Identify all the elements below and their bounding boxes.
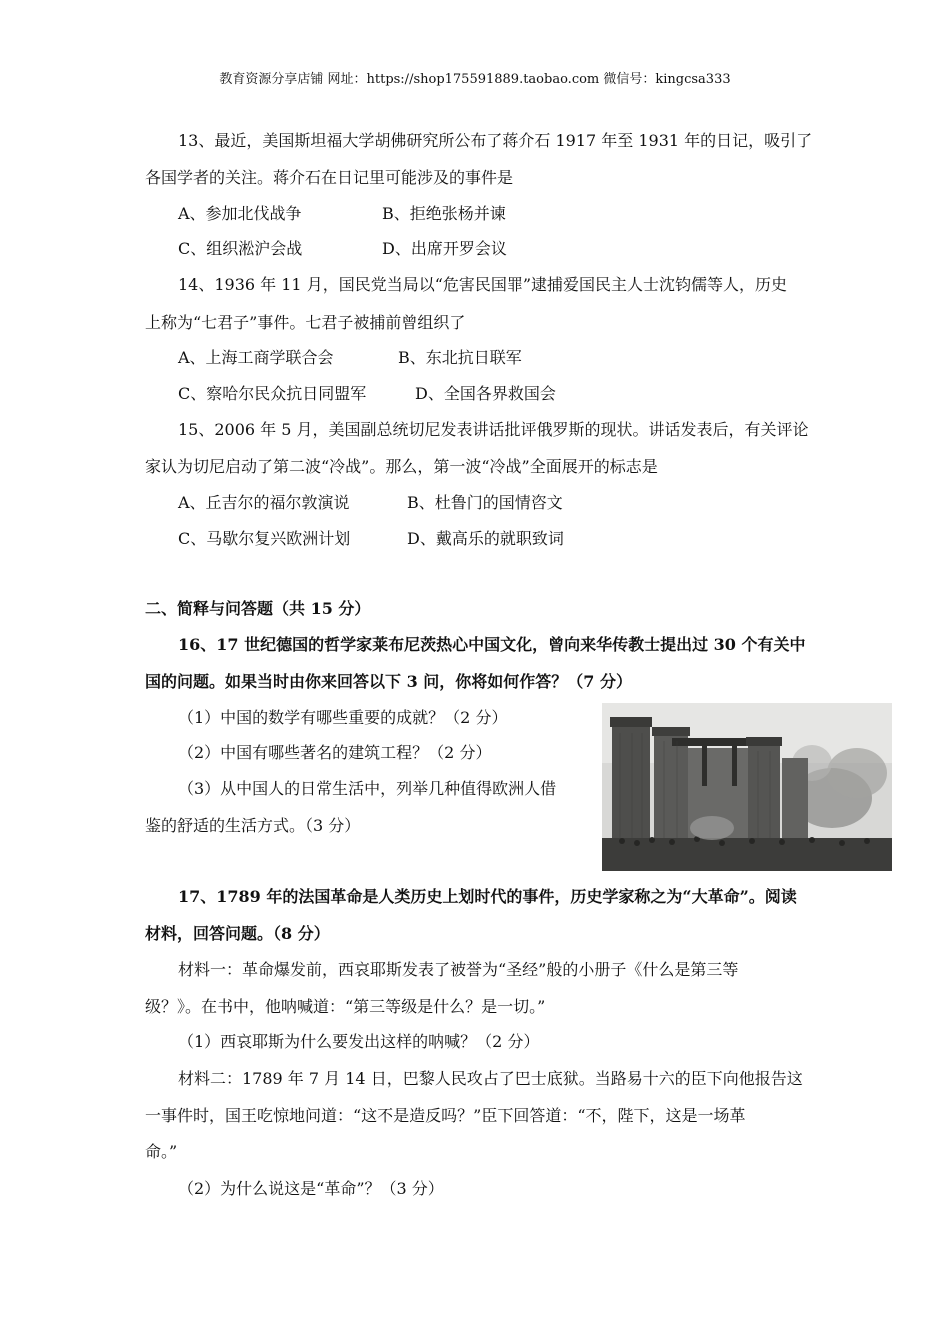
- q16-part1: （1）中国的数学有哪些重要的成就？（2 分）: [178, 708, 508, 727]
- q17-part2: （2）为什么说这是“革命”？（3 分）: [178, 1179, 444, 1198]
- q13-option-a: A、参加北伐战争: [178, 204, 302, 223]
- q17-stem-line2: 材料，回答问题。（8 分）: [145, 924, 330, 943]
- q13-option-d: D、出席开罗会议: [382, 239, 507, 258]
- q14-stem-line2: 上称为“七君子”事件。七君子被捕前曾组织了: [145, 313, 466, 332]
- q17-material1-line2: 级？》。在书中，他呐喊道：“第三等级是什么？是一切。”: [145, 997, 546, 1016]
- q14-option-a: A、上海工商学联合会: [178, 348, 334, 367]
- q15-stem-line1: 15、2006 年 5 月，美国副总统切尼发表讲话批评俄罗斯的现状。讲话发表后，有关评论: [178, 420, 809, 439]
- q15-option-a: A、丘吉尔的福尔敦演说: [178, 493, 350, 512]
- q17-stem-line1: 17、1789 年的法国革命是人类历史上划时代的事件，历史学家称之为“大革命”。阅读: [178, 887, 797, 906]
- q16-stem-line2: 国的问题。如果当时由你来回答以下 3 问，你将如何作答？（7 分）: [145, 672, 632, 691]
- q14-stem-line1: 14、1936 年 11 月，国民党当局以“危害民国罪”逮捕爱国民主人士沈钧儒等人，历史: [178, 275, 788, 294]
- q14-option-b: B、东北抗日联军: [398, 348, 522, 367]
- page-header: 教育资源分享店铺 网址：https://shop175591889.taobao.com 微信号：kingcsa333: [219, 72, 731, 87]
- q16-part2: （2）中国有哪些著名的建筑工程？（2 分）: [178, 743, 492, 762]
- q15-option-d: D、戴高乐的就职致词: [407, 529, 564, 548]
- q15-option-b: B、杜鲁门的国情咨文: [407, 493, 563, 512]
- q15-stem-line2: 家认为切尼启动了第二波“冷战”。那么，第一波“冷战”全面展开的标志是: [145, 457, 658, 476]
- q16-part3-line2: 鉴的舒适的生活方式。（3 分）: [145, 816, 361, 835]
- q13-option-b: B、拒绝张杨并谏: [382, 204, 506, 223]
- q16-part3-line1: （3）从中国人的日常生活中，列举几种值得欧洲人借: [178, 779, 557, 798]
- q13-stem-line2: 各国学者的关注。蒋介石在日记里可能涉及的事件是: [145, 168, 514, 187]
- q17-part1: （1）西哀耶斯为什么要发出这样的呐喊？（2 分）: [178, 1032, 540, 1051]
- q13-stem-line1: 13、最近，美国斯坦福大学胡佛研究所公布了蒋介石 1917 年至 1931 年的日记，吸引了: [178, 131, 813, 150]
- q17-material2-line3: 命。”: [145, 1142, 178, 1161]
- bastille-illustration: [602, 703, 892, 871]
- q17-material2-line1: 材料二：1789 年 7 月 14 日，巴黎人民攻占了巴士底狱。当路易十六的臣下向他报告这: [178, 1069, 803, 1088]
- q17-material1-line1: 材料一：革命爆发前，西哀耶斯发表了被誉为“圣经”般的小册子《什么是第三等: [178, 960, 739, 979]
- q14-option-c: C、察哈尔民众抗日同盟军: [178, 384, 367, 403]
- q17-material2-line2: 一事件时，国王吃惊地问道：“这不是造反吗？”臣下回答道：“不，陛下，这是一场革: [145, 1106, 746, 1125]
- section-2-heading: 二、简释与问答题（共 15 分）: [145, 599, 371, 618]
- q14-option-d: D、全国各界救国会: [415, 384, 556, 403]
- q16-stem-line1: 16、17 世纪德国的哲学家莱布尼茨热心中国文化，曾向来华传教士提出过 30 个有关中: [178, 635, 806, 654]
- q13-option-c: C、组织淞沪会战: [178, 239, 303, 258]
- q15-option-c: C、马歇尔复兴欧洲计划: [178, 529, 351, 548]
